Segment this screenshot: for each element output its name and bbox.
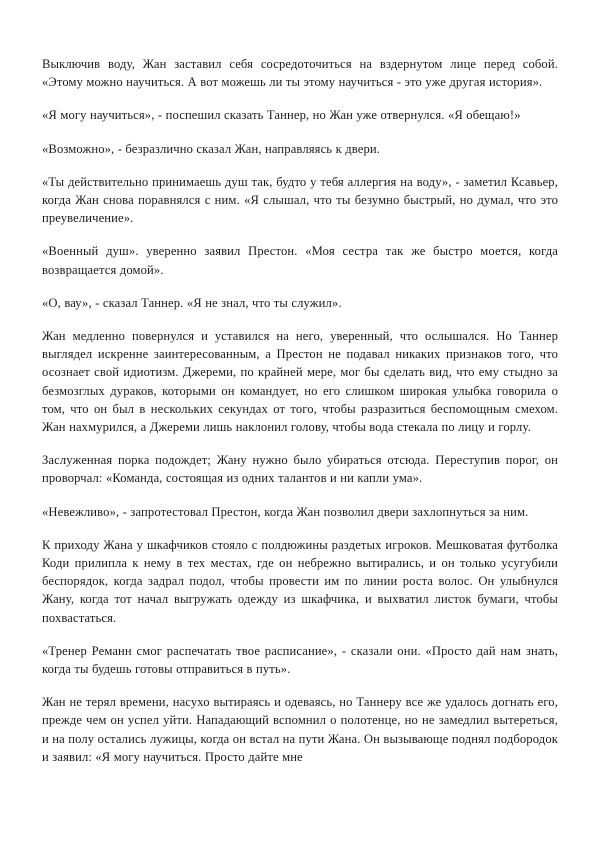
paragraph: «Тренер Реманн смог распечатать твое расписание», - сказали они. «Просто дай нам знать, когда ты будешь готовы отправиться в путь».: [42, 643, 558, 677]
paragraph: Жан медленно повернулся и уставился на него, уверенный, что ослышался. Но Таннер выглядел искренне заинтересованным, а Престон не подавал никаких признаков того, что осознает свой идиотизм. Джереми, по крайней мере, мог бы сделать вид, что ему стыдно за безмозглых дураков, которыми он командует, но его слишком широкая улыбка говорила о том, что он был в нескольких секундах от того, чтобы разразиться беспомощным смехом. Жан нахмурился, а Джереми лишь наклонил голову, чтобы вода стекала по лицу и горлу.: [42, 329, 558, 435]
paragraph: «Невежливо», - запротестовал Престон, когда Жан позволил двери захлопнуться за ним.: [42, 504, 529, 519]
paragraph: «Военный душ». уверенно заявил Престон. «Моя сестра так же быстро моется, когда возвращается домой».: [42, 244, 558, 277]
paragraph: «Ты действительно принимаешь душ так, будто у тебя аллергия на воду», - заметил Ксавьер, когда Жан снова поравнялся с ним. «Я слышал, что ты безумно быстрый, но думал, что это преувеличение».: [42, 174, 558, 226]
paragraph: К приходу Жана у шкафчиков стояло с полдюжины раздетых игроков. Мешковатая футболка Коди прилипла к нему в тех местах, где он небрежно вытирались, и он только усугубили беспорядок, когда задрал подол, чтобы провести им по линии роста волос. Он улыбнулся Жану, когда тот начал выгружать одежду из шкафчика, и выхватил листок бумаги, чтобы похвастаться.: [42, 537, 558, 625]
paragraph: Заслуженная порка подождет; Жану нужно было убираться отсюда. Переступив порог, он проворчал: «Команда, состоящая из одних талантов и ни капли ума».: [42, 453, 558, 486]
paragraph: «Я могу научиться», - поспешил сказать Таннер, но Жан уже отвернулся. «Я обещаю!»: [42, 108, 521, 123]
paragraph: Выключив воду, Жан заставил себя сосредоточиться на вздернутом лице перед собой. «Этому можно научиться. А вот можешь ли ты этому научиться - это уже другая история».: [42, 57, 558, 90]
paragraph: «Возможно», - безразлично сказал Жан, направляясь к двери.: [42, 141, 381, 156]
text-column: [42, 55, 558, 766]
paragraph: «О, вау», - сказал Таннер. «Я не знал, что ты служил».: [42, 295, 342, 310]
paragraph: Жан не терял времени, насухо вытираясь и одеваясь, но Таннеру все же удалось догнать его, прежде чем он успел уйти. Нападающий вспомнил о полотенце, но не замедлил вытереться, и на полу остались лужицы, когда он встал на пути Жана. Он вызывающе поднял подбородок и заявил: «Я могу научиться. Просто дайте мне: [42, 695, 558, 764]
